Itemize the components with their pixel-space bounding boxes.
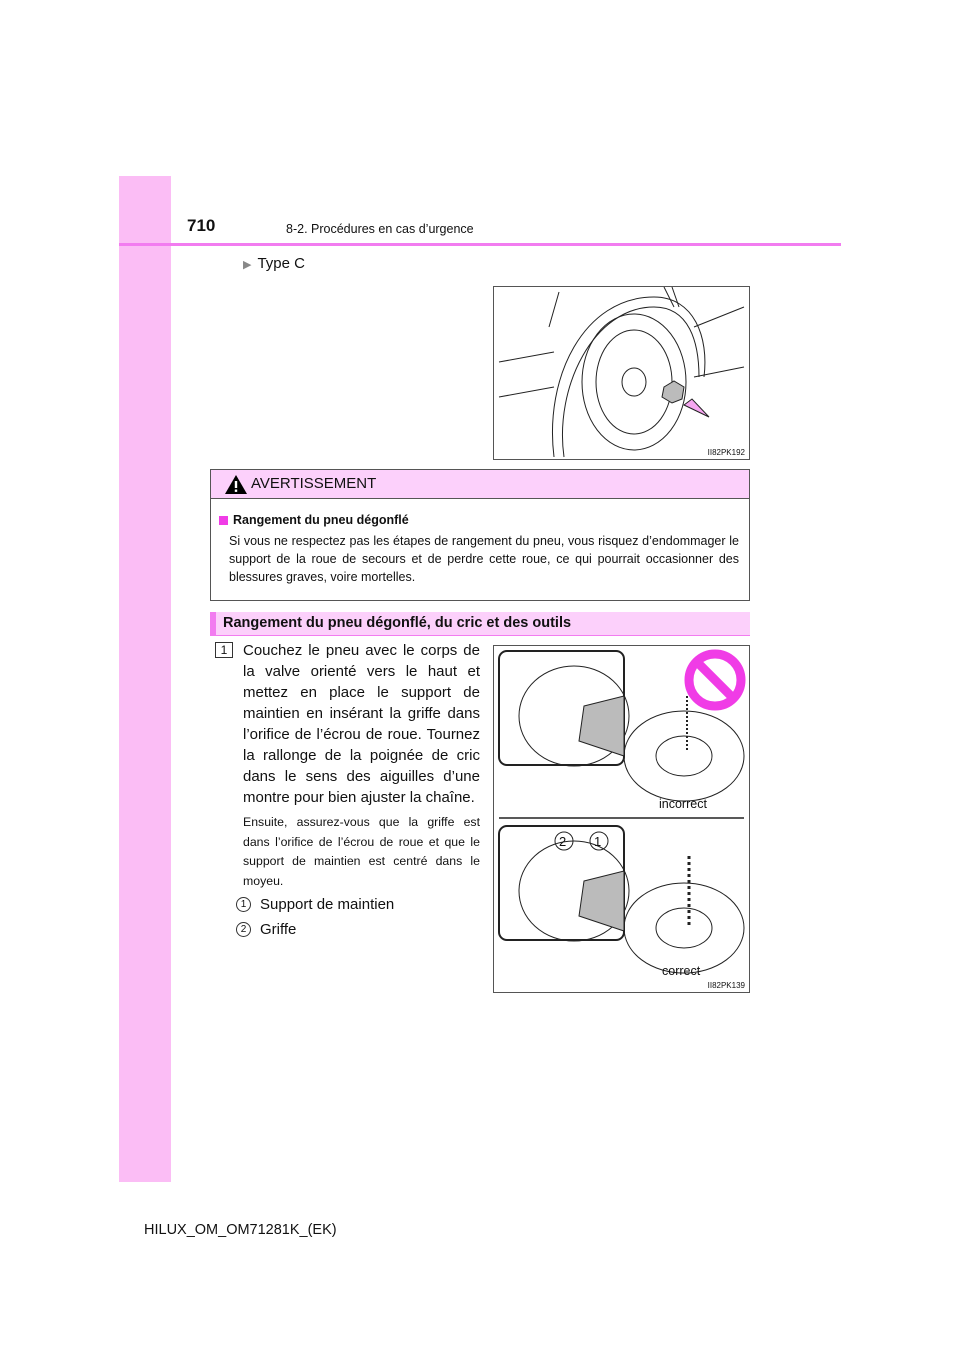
callout-1: 1: [594, 834, 602, 849]
type-label-text: Type C: [257, 255, 305, 272]
correct-label: correct: [662, 964, 701, 978]
section-heading: Rangement du pneu dégonflé, du cric et des outils: [210, 612, 750, 636]
type-label: [243, 255, 305, 272]
sidebar-tab: [119, 176, 171, 1182]
callout-2: 2: [559, 834, 567, 849]
figure-id: II82PK192: [707, 448, 745, 457]
warning-header: [211, 470, 749, 499]
figure-id: II82PK139: [707, 981, 745, 990]
legend-item: [236, 921, 296, 938]
warning-subtitle: Rangement du pneu dégonflé: [233, 513, 409, 527]
warning-box: [210, 469, 750, 601]
step-text: Couchez le pneu avec le corps de la valve orienté vers le haut et mettez en place le support de maintien en insérant la griffe dans l’orifice de l’écrou de roue. Tournez la rallonge de la poignée de cric dans le sens des aiguilles d’une montre pour bien ajuster la chaîne.: [243, 642, 480, 806]
legend-number: 1: [236, 897, 251, 912]
warning-title: AVERTISSEMENT: [251, 475, 377, 492]
legend-item: [236, 896, 394, 913]
step-note: Ensuite, assurez-vous que la griffe est dans l’orifice de l’écrou de roue et que le support de maintien est centré dans le moyeu.: [243, 815, 480, 888]
legend-label: Support de maintien: [260, 896, 395, 913]
step-number: 1: [215, 642, 233, 658]
square-bullet-icon: [219, 516, 228, 525]
section-title: 8-2. Procédures en cas d’urgence: [286, 222, 474, 236]
figure-tire-storage: [493, 645, 750, 993]
legend-label: Griffe: [260, 921, 297, 938]
figure-wheel-type-c: [493, 286, 750, 460]
header-rule: [119, 243, 841, 246]
legend-number: 2: [236, 922, 251, 937]
warning-body: Si vous ne respectez pas les étapes de rangement du pneu, vous risquez d’endommager le support de la roue de secours et de perdre cette roue, ce qui pourrait occasionner des blessures graves, voire mortelles.: [229, 534, 739, 584]
warning-triangle-icon: [225, 475, 247, 494]
footer-code: HILUX_OM_OM71281K_(EK): [144, 1222, 337, 1238]
triangle-bullet-icon: ▶: [243, 259, 252, 271]
incorrect-label: incorrect: [659, 797, 707, 811]
page-number: 710: [187, 216, 216, 235]
